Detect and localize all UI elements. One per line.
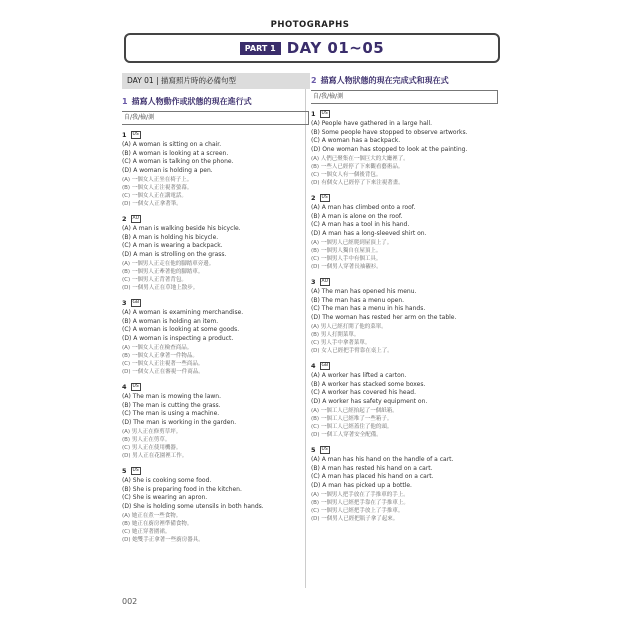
translation-line: (C) 一個女人有一個後背包。 (311, 172, 382, 178)
translation (311, 323, 499, 355)
translation-line: (A) 一個女人正在檢查商品。 (122, 345, 193, 351)
translation-line: (D) 男人正在花園裡工作。 (122, 453, 188, 459)
option-line: (C) The man is using a machine. (122, 410, 220, 417)
translation-line: (D) 一個工人穿著安全配備。 (311, 432, 382, 438)
translation-line: (B) 一個工人已經堆了一些箱子。 (311, 416, 393, 422)
option-line: (A) A man has climbed onto a roof. (311, 204, 416, 211)
question-block (311, 194, 499, 271)
accent-badge: AU (321, 279, 328, 284)
question-block (311, 446, 499, 523)
accent-badge: US (132, 468, 139, 473)
option-line: (A) She is cooking some food. (122, 477, 212, 484)
option-line: (B) She is preparing food in the kitchen. (122, 485, 242, 493)
option-line: (C) A man has placed his hand on a cart. (311, 473, 434, 480)
question-number: 1 (311, 110, 316, 118)
right-column (311, 73, 499, 530)
option-line: (A) A woman is examining merchandise. (122, 309, 244, 316)
section-number: 1 (122, 97, 128, 106)
translation-line: (B) 一個女人正注視著螢幕。 (122, 185, 193, 191)
question-block (311, 362, 499, 439)
translation-line: (A) 人們已聚集在一個巨大的大廳裡了。 (311, 156, 409, 162)
option-line: (C) She is wearing an apron. (122, 494, 208, 501)
accent-badge: US (132, 384, 139, 389)
translation-line: (B) 一個男人獨自在屋頂上。 (311, 248, 382, 254)
translation-line: (B) 一個男人正牽著他的腳踏車。 (122, 269, 204, 275)
accent-badge: US (321, 111, 328, 116)
question-block (122, 215, 310, 292)
option-line: (D) A worker has safety equipment on. (311, 397, 428, 405)
section-title (311, 75, 499, 86)
option-line: (C) A man has a tool in his hand. (311, 221, 410, 228)
question-header (311, 278, 499, 286)
option-line: (A) The man has opened his menu. (311, 288, 417, 295)
question-list (311, 110, 499, 523)
section-heading: 描寫人物動作或狀態的現在進行式 (131, 97, 252, 106)
self-check-box: 自/我/檢/測 (311, 90, 498, 104)
option-line: (A) The man is mowing the lawn. (122, 393, 222, 400)
option-line: (B) A woman is looking at a screen. (122, 149, 229, 157)
translation (122, 344, 310, 376)
question-number: 1 (122, 131, 127, 139)
option-line: (B) A man is alone on the roof. (311, 212, 403, 220)
question-header (122, 467, 310, 475)
option-line: (B) A woman is holding an item. (122, 317, 219, 325)
translation-line: (C) 她正穿著圍裙。 (122, 529, 171, 535)
translation (311, 407, 499, 439)
translation-line: (D) 她雙手正拿著一些廚房器具。 (122, 537, 204, 543)
translation-line: (C) 一個男人已經把手放上了手推車。 (311, 508, 404, 514)
question-block (311, 278, 499, 355)
accent-badge: AU (132, 216, 139, 221)
section-heading: 描寫人物狀態的現在完成式和現在式 (320, 76, 449, 85)
translation-line: (A) 一個男人正走在他的腳踏車旁邊。 (122, 261, 215, 267)
question-number: 4 (311, 362, 316, 370)
option-line: (C) A woman has a backpack. (311, 137, 401, 144)
option-line: (D) A woman is inspecting a product. (122, 334, 234, 342)
translation-line: (C) 一個女人正注視著一些商品。 (122, 361, 204, 367)
question-number: 5 (122, 467, 127, 475)
question-block (122, 131, 310, 208)
page-header: PHOTOGRAPHS (270, 20, 350, 30)
translation-line: (C) 男人正在使用機器。 (122, 445, 182, 451)
section-number: 2 (311, 76, 317, 85)
question-header (311, 362, 499, 370)
translation-line: (B) 一個男人已經把手靠在了手推車上。 (311, 500, 409, 506)
translation-line: (B) 男人正在剪草。 (122, 437, 171, 443)
day-bar: DAY 01 | 描寫照片時的必備句型 (122, 73, 310, 89)
self-check-box: 自/我/檢/測 (122, 111, 309, 125)
translation-line: (A) 一個工人已經抬起了一個紙箱。 (311, 408, 398, 414)
option-line: (D) One woman has stopped to look at the painting. (311, 145, 468, 153)
question-header (311, 110, 499, 118)
option-line: (B) The man is cutting the grass. (122, 401, 221, 409)
translation-line: (D) 有個女人已經停了下來注視著畫。 (311, 180, 404, 186)
option-line: (D) The woman has rested her arm on the table. (311, 313, 457, 321)
option-line: (D) A man is strolling on the grass. (122, 250, 227, 258)
option-line: (B) The man has a menu open. (311, 296, 405, 304)
translation-line: (D) 一個男人已經把瓶子拿了起來。 (311, 516, 399, 522)
question-header (311, 194, 499, 202)
question-number: 4 (122, 383, 127, 391)
option-line: (C) A woman is looking at some goods. (122, 326, 240, 333)
option-line: (D) A man has a long-sleeved shirt on. (311, 229, 427, 237)
translation-line: (B) 她正在廚房裡準備食物。 (122, 521, 193, 527)
translation-line: (A) 一個男人把手放在了手推車的手上。 (311, 492, 409, 498)
option-line: (A) People have gathered in a large hall. (311, 120, 433, 127)
option-line: (A) A man has his hand on the handle of a cart. (311, 456, 454, 463)
translation-line: (A) 一個女人正坐在椅子上。 (122, 177, 193, 183)
accent-badge: US (321, 447, 328, 452)
translation-line: (C) 一個工人已經蓋住了他的頭。 (311, 424, 393, 430)
translation (311, 491, 499, 523)
question-header (122, 131, 310, 139)
translation (122, 260, 310, 292)
translation-line: (B) 男人打開菜單。 (311, 332, 360, 338)
option-line: (C) A man is wearing a backpack. (122, 242, 223, 249)
option-line: (C) A woman is talking on the phone. (122, 158, 234, 165)
question-number: 3 (122, 299, 127, 307)
option-line: (D) She is holding some utensils in both hands. (122, 502, 264, 510)
translation-line: (D) 一個女人正拿著筆。 (122, 201, 182, 207)
translation-line: (A) 男人正在修剪草坪。 (122, 429, 182, 435)
option-line: (C) The man has a menu in his hands. (311, 305, 426, 312)
option-line: (A) A woman is sitting on a chair. (122, 141, 222, 148)
translation-line: (C) 男人手中拿著菜單。 (311, 340, 371, 346)
question-block (122, 467, 310, 544)
option-line: (D) A woman is holding a pen. (122, 166, 213, 174)
question-header (311, 446, 499, 454)
translation (122, 176, 310, 208)
translation-line: (C) 一個女人正在講電話。 (122, 193, 187, 199)
option-line: (B) Some people have stopped to observe artworks. (311, 128, 468, 136)
translation-line: (D) 一個女人正在審視一件商品。 (122, 369, 204, 375)
translation-line: (D) 一個男人正在草地上散步。 (122, 285, 199, 291)
question-block (122, 299, 310, 376)
question-block (122, 383, 310, 460)
option-line: (D) The man is working in the garden. (122, 418, 237, 426)
option-line: (A) A man is walking beside his bicycle. (122, 225, 241, 232)
question-header (122, 299, 310, 307)
translation-line: (A) 一個男人已經爬到屋頂上了。 (311, 240, 393, 246)
option-line: (C) A worker has covered his head. (311, 389, 417, 396)
question-number: 2 (311, 194, 316, 202)
translation (122, 428, 310, 460)
translation-line: (A) 她正在煮一些食物。 (122, 513, 182, 519)
option-line: (B) A man has rested his hand on a cart. (311, 464, 433, 472)
question-block (311, 110, 499, 187)
question-number: 3 (311, 278, 316, 286)
section-title (122, 96, 310, 107)
option-line: (A) A worker has lifted a carton. (311, 372, 407, 379)
question-number: 2 (122, 215, 127, 223)
translation (311, 239, 499, 271)
translation-line: (D) 一個男人穿著長袖襯衫。 (311, 264, 382, 270)
option-line: (B) A worker has stacked some boxes. (311, 380, 426, 388)
accent-badge: GB (321, 363, 329, 368)
translation-line: (B) 一個女人正拿著一件物品。 (122, 353, 198, 359)
translation (122, 512, 310, 544)
translation-line: (C) 一個男人手中有個工具。 (311, 256, 382, 262)
accent-badge: US (132, 132, 139, 137)
title-box (124, 33, 500, 63)
option-line: (D) A man has picked up a bottle. (311, 481, 412, 489)
translation-line: (A) 男人已經打開了他的菜單。 (311, 324, 387, 330)
translation-line: (B) 一些人已經停了下來觀看藝術品。 (311, 164, 404, 170)
day-title: DAY 01~05 (286, 39, 385, 57)
question-header (122, 383, 310, 391)
accent-badge: US (321, 195, 328, 200)
question-list (122, 131, 310, 544)
page-number: 002 (122, 597, 138, 606)
translation-line: (C) 一個男人正背著背包。 (122, 277, 187, 283)
translation (311, 155, 499, 187)
accent-badge: GB (132, 300, 140, 305)
left-column (122, 73, 310, 551)
question-header (122, 215, 310, 223)
part-label: PART 1 (240, 42, 281, 55)
question-number: 5 (311, 446, 316, 454)
translation-line: (D) 女人已經把手臂靠在桌上了。 (311, 348, 393, 354)
option-line: (B) A man is holding his bicycle. (122, 233, 219, 241)
